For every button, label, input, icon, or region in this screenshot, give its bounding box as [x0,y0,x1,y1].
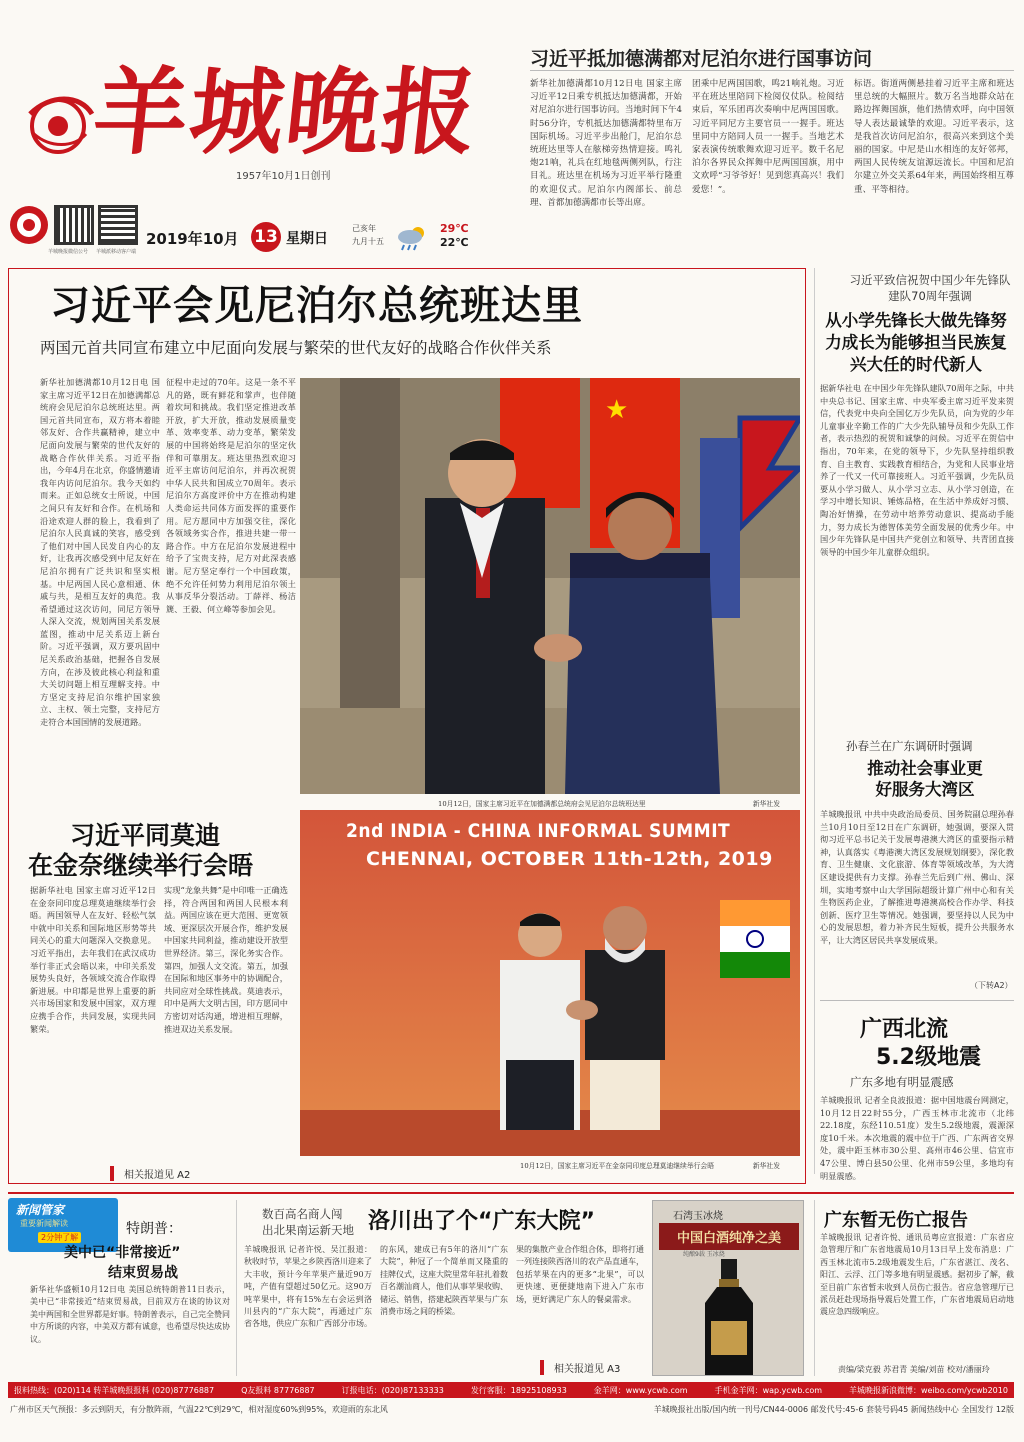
quake-subhead: 广东多地有明显震感 [850,1075,954,1089]
top-story-headline[interactable]: 习近平抵加德满都对尼泊尔进行国事访问 [530,48,873,70]
luochuan-headline[interactable]: 洛川出了个“广东大院” [368,1209,595,1234]
founded-date: 1957年10月1日创刊 [236,171,331,182]
modi-col-1: 据新华社电 国家主席习近平12日在金奈同印度总理莫迪继续举行会晤。两国领导人在友好、轻松气氛中就中印关系和国际地区形势等共同关心的重大问题深入交换意见。习近平指出，去年我们在武汉成功举行非正式会晤以来，中印关系发展势头良好，各领域交流合作取得新进展。中印都是世界上重要的新兴市场国家和发展中国家，双方理应携手合作，共同发展，实现共同繁荣。 [30,885,156,1034]
ad-slogan: 中国白酒纯净之美 [659,1223,799,1250]
youth-text: 据新华社电 在中国少年先锋队建队70周年之际，中共中央总书记、国家主席、中央军委主席习近平发来贺信，代表党中央向全国亿万少先队员，向为党的少年儿童事业辛勤工作的广大少先队辅导员和少先队工作者，表示热烈的祝贺和诚挚的问候。习近平在贺信中指出，70年来，在党的领导下，少先队坚持组织教育、自主教育、实践教育相结合，为党和人民事业培养了一代又一代可靠接班人。习近平强调，少先队员要从小学习做人、从小学习立志、从小学习创造，在学习中增长知识、锤炼品格，在生活中养成好习惯、陶冶好情操，在劳动中培养劳动意识、提高动手能力，努力成长为德智体美劳全面发展的优秀少年。中国少年先锋队是中国共产党创立和领导、共青团直接领导的中国少年儿童群众组织。 [820,383,1014,557]
casualty-headline[interactable]: 广东暂无伤亡报告 [824,1210,968,1231]
luochuan-kicker-line2: 出北果南运新天地 [262,1223,354,1237]
bar-item-tipoff[interactable]: 报料热线：(020)114 转羊城晚报报料 (020)87776887 [14,1385,215,1395]
ad-tagline: 石湾玉冰烧 [673,1211,723,1222]
youth-kicker: 习近平致信祝贺中国少年先锋队建队70周年强调 [849,273,1011,303]
modi-headline-line1[interactable]: 习近平同莫迪 [70,821,221,850]
editor-credits: 责编/梁克毅 苏君青 美编/刘苗 校对/潘丽玲 [838,1365,990,1374]
lunar-year: 己亥年 [352,224,376,233]
summit-banner-line1: 2nd INDIA - CHINA INFORMAL SUMMIT [346,820,731,842]
weather-footer: 广州市区天气预报：多云到阴天，有分散阵雨，气温22℃到29℃，相对湿度60%到95%，欢迎雨的东北风 [10,1405,388,1414]
bottom-info-bar [8,1382,1014,1398]
youth-headline[interactable]: 从小学先锋长大做先锋努力成长为能够担当民族复兴大任的时代新人 [825,311,1007,374]
trade-headline-line1[interactable]: 美中已“非常接近” [64,1245,181,1261]
badge-title: 新闻管家 [16,1203,65,1217]
photo-xi-bhandari-illustration [300,378,800,794]
masthead-title: 羊城晚报 [88,58,484,168]
luochuan-col-3: 果的集散产业合作组合体，即将打通一列连接陕西洛川的农产品直通车，包括苹果在内的更多“北果”，可以更快速、更便捷地南下进入广东市场，更好满足广东人的餐桌需求。 [516,1245,644,1304]
temp-high: 29℃ [440,222,469,235]
rain-cloud-icon [396,223,430,251]
photo2-credit: 新华社发 [752,1162,780,1170]
trade-kicker: 特朗普： [126,1221,182,1237]
badge-sub1: 重要新闻解读 [20,1219,68,1228]
lead-col-1: 新华社加德满都10月12日电 国家主席习近平12日在加德满都总统府会见尼泊尔总统班达里。两国元首共同宣布，双方将本着睦邻友好、合作共赢精神，建立中尼面向发展与繁荣的世代友好的战略合作伙伴关系。习近平指出，今年4月在北京，你盛情邀请我年内访问尼泊尔。我今天如约而来。正如总统女士所说，中国之间只有友好和合作。在机场和沿途欢迎人群的脸上，我看到了尼泊尔人民真诚的笑容，感受到了他们对中国人民发自内心的友好，让我再次感受到中尼友好在尼泊尔拥有广泛共识和坚实根基。中尼两国人民心意相通、休戚与共，是相互友好的典范。我希望通过这次访问，同尼方领导人深入交流，规划两国关系发展蓝图，推动中尼关系迈上新台阶。习近平强调，双方要巩固中尼关系政治基础，把握各自发展方向，在涉及彼此核心利益和重大关切问题上相互理解支持。中方坚定支持尼泊尔维护国家独立、主权、领土完整，支持尼方走符合本国国情的发展道路。 [40,377,160,728]
bar-item-service[interactable]: 发行客服：18925108933 [470,1385,567,1395]
guangdong-footer: （下转A2） [970,981,1013,990]
newspaper-seal-icon [8,204,50,246]
luochuan-footer-link[interactable]: 相关报道见 A3 [540,1360,620,1375]
casualty-text: 羊城晚报讯 记者许悦、通讯员粤应宣报道：广东省应急管理厅和广东省地震局10月13日早上发布消息：广西玉林北流市5.2级地震发生后，广东省湛江、茂名、阳江、云浮、江门等多地有明显震感。据初步了解，截至目前广东省暂未收到人员伤亡报告。省应急管理厅已派员赶赴现场指导震后处置工作，广东省地震局启动地震应急四级响应。 [820,1233,1014,1317]
date-bar [144,222,484,252]
lead-col-2: 征程中走过的70年。这是一条不平凡的路，既有鲜花和掌声，也伴随着坎坷和挑战。我们坚定推进改革开放，扩大开放，推动发展质量变革、效率变革、动力变革，繁荣发展的中国将始终是尼泊尔的坚定伙伴和可靠朋友。班达里热烈欢迎习近平主席访问尼泊尔，并再次祝贺中华人民共和国成立70周年。表示尼泊尔方高度评价中方在推动构建人类命运共同体方面发挥的重要作用。尼方愿同中方加强交往，深化各领域务实合作，推进共建一带一路合作。中方在尼泊尔发展进程中给予了宝贵支持，尼方对此深表感谢。尼方坚定奉行一个中国政策，绝不允许任何势力利用尼泊尔领土从事反华分裂活动。丁薛祥、杨洁篪、王毅、何立峰等参加会见。 [166,377,296,614]
luochuan-kicker-line1: 数百高名商人闯 [262,1207,343,1221]
summit-banner-line2: CHENNAI, OCTOBER 11th-12th, 2019 [366,848,773,870]
lead-subhead: 两国元首共同宣布建立中尼面向发展与繁荣的世代友好的战略合作伙伴关系 [40,339,552,357]
bar-item-mobile[interactable]: 手机金羊网：wap.ycwb.com [714,1385,823,1395]
top-story-col-1: 新华社加德满都10月12日电 国家主席习近平12日乘专机抵达加德满都，开始对尼泊尔进行国事访问。当地时间下午4时56分许，专机抵达加德满都特里布万国际机场。习近平步出舱门，尼泊尔总统班达里等人在舷梯旁热情迎接。鸣礼炮21响，礼兵在红地毯两侧列队，行注目礼。班达里在机场为习近平举行隆重的欢迎仪式。尼泊尔内阁部长、前总理、首都加德满都市长等出席。 [530,79,682,208]
photo-xi-bhandari [300,378,800,794]
luochuan-col-1: 羊城晚报讯 记者许悦、吴江报道：秋收时节，苹果之乡陕西洛川迎来了大丰收，预计今年苹果产量近90万吨，产值有望超过50亿元。这90万吨苹果中，将有15%左右会运到洛川县内的“广东大院”，再通过广东省各地，供应广东和广西部分市场。 [244,1245,372,1329]
photo1-credit: 新华社发 [752,800,780,808]
liquor-ad[interactable] [652,1200,804,1376]
bar-item-qq[interactable]: Q友报料 87776887 [241,1385,315,1395]
lunar-date: 九月十五 [352,237,384,246]
quake-text: 羊城晚报讯 记者全良波报道：据中国地震台网测定，10月12日22时55分，广西玉林市北流市（北纬22.18度，东经110.51度）发生5.2级地震，震源深度10千米。本次地震的震中位于广西、广东两省交界处，震中距玉林市30公里、高州市46公里、信宜市47公里、博白县50公里、化州市59公里，多地均有明显震感。 [820,1095,1014,1181]
modi-footer-link[interactable]: 相关报道见 A2 [110,1166,190,1181]
qr-code-wechat[interactable] [54,205,94,245]
top-story-col-3: 标语。街道两侧悬挂着习近平主席和班达里总统的大幅照片。数万名当地群众站在路边挥舞国旗，他们热情欢呼，向中国领导人表达最诚挚的欢迎。习近平表示，这是我首次访问尼泊尔，很高兴来到这个美丽的国家。中尼是山水相连的友好邻邦，两国人民传统友谊源远流长。中国和尼泊尔建立外交关系64年来，两国始终相互尊重、平等相待。 [854,79,1014,195]
guangdong-headline[interactable]: 推动社会事业更好服务大湾区 [867,759,983,799]
modi-headline-line2[interactable]: 在金奈继续举行会晤 [28,851,254,880]
guangdong-kicker: 孙春兰在广东调研时强调 [846,739,973,753]
quake-headline-line1[interactable]: 广西北流 [860,1017,949,1042]
photo2-caption: 10月12日，国家主席习近平在金奈同印度总理莫迪继续举行会晤 [520,1162,715,1170]
bar-item-weibo[interactable]: 羊城晚报新浪微博：weibo.com/ycwb2010 [849,1385,1008,1395]
qr-code-app[interactable] [98,205,138,245]
bar-item-subscribe[interactable]: 订报电话：(020)87133333 [341,1385,444,1395]
top-story-col-2: 团乘中尼两国国歌，鸣21响礼炮。习近平在班达里陪同下检阅仪仗队。检阅结束后，军乐团再次奏响中尼两国国歌。习近平同尼方主要官员一一握手。班达里同中方陪同人员一一握手。当地艺术家表演传统歌舞欢迎习近平。数千名尼泊尔各界民众挥舞中尼两国国旗，用中文欢呼“习爷爷好！见到您真高兴！我们爱您！”。 [692,79,844,195]
issue-day: 13 [251,222,281,252]
trade-text: 新华社华盛顿10月12日电 美国总统特朗普11日表示，美中已“非常接近”结束贸易战，目前双方在谈的协议对美中两国和全世界都是好事。特朗普表示，自己完全赞同中方所谈的内容，中美双方都有诚意，也希望尽快达成协议。 [30,1285,230,1344]
svg-text:★: ★ [605,395,629,425]
photo1-caption: 10月12日，国家主席习近平在加德满都总统府会见尼泊尔总统班达里 [438,800,646,808]
weekday: 星期日 [286,231,328,247]
temp-low: 22℃ [440,236,469,249]
issue-date: 2019年10月 [146,230,239,248]
logo-emblem-icon [20,84,98,162]
modi-col-2: 实现“龙象共舞”是中印唯一正确选择，符合两国和两国人民根本利益。两国应该在更大范围、更宽领域、更深层次开展合作，维护发展中国家共同利益，推动建设开放型世界经济。第三，深化务实合作。第四，加强人文交流。第五，加强在国际和地区事务中的协调配合，共同应对全球性挑战。莫迪表示，印中是两大文明古国，印方愿同中方密切对话沟通，增进相互理解，推进双边关系发展。 [164,885,288,1034]
badge-sub2: 2分钟了解 [38,1232,81,1243]
ad-sub: 纯酿9载 玉冰烧 [683,1251,725,1258]
publisher-footer: 羊城晚报社出版/国内统一刊号/CN44-0006 邮发代号:45-6 套装号码45 新闻热线中心 全国发行 12版 [653,1405,1014,1414]
trade-headline-line2[interactable]: 结束贸易战 [108,1265,178,1281]
lead-headline[interactable]: 习近平会见尼泊尔总统班达里 [50,283,583,329]
quake-headline-line2[interactable]: 5.2级地震 [876,1045,981,1070]
luochuan-col-2: 的东风，建成已有5年的洛川“广东大院”，种冠了一个简单而又隆重的挂牌仪式，这座大院里常年驻扎着数百名潮汕商人，他们从事苹果收购、储运、销售，搭建起陕西苹果与广东消费市场之间的桥梁。 [380,1245,508,1317]
guangdong-text: 羊城晚报讯 中共中央政治局委员、国务院副总理孙春兰10月10日至12日在广东调研，她强调，要深入贯彻习近平总书记关于发展粤港澳大湾区的重要指示精神，认真落实《粤港澳大湾区发展规划纲要》，深化教育、卫生健康、文化旅游、体育等领域改革，为大湾区建设提供有力支撑。孙春兰先后到广州、佛山、深圳，实地考察中山大学国际超级计算广州中心和有关生物医药企业，了解推进粤港澳高校合作办学、科技创新、医疗卫生等情况。她强调，要坚持以人民为中心的发展思想，着力补齐民生短板，提升公共服务水平，让大湾区居民共享发展成果。 [820,809,1014,945]
bar-item-website[interactable]: 金羊网：www.ycwb.com [593,1385,688,1395]
qr-label-app: 羊城派移动客户端 [96,249,137,255]
bottle-icon [697,1259,761,1376]
masthead [0,0,520,258]
qr-label-wechat: 羊城晚报微信公号 [48,249,89,255]
